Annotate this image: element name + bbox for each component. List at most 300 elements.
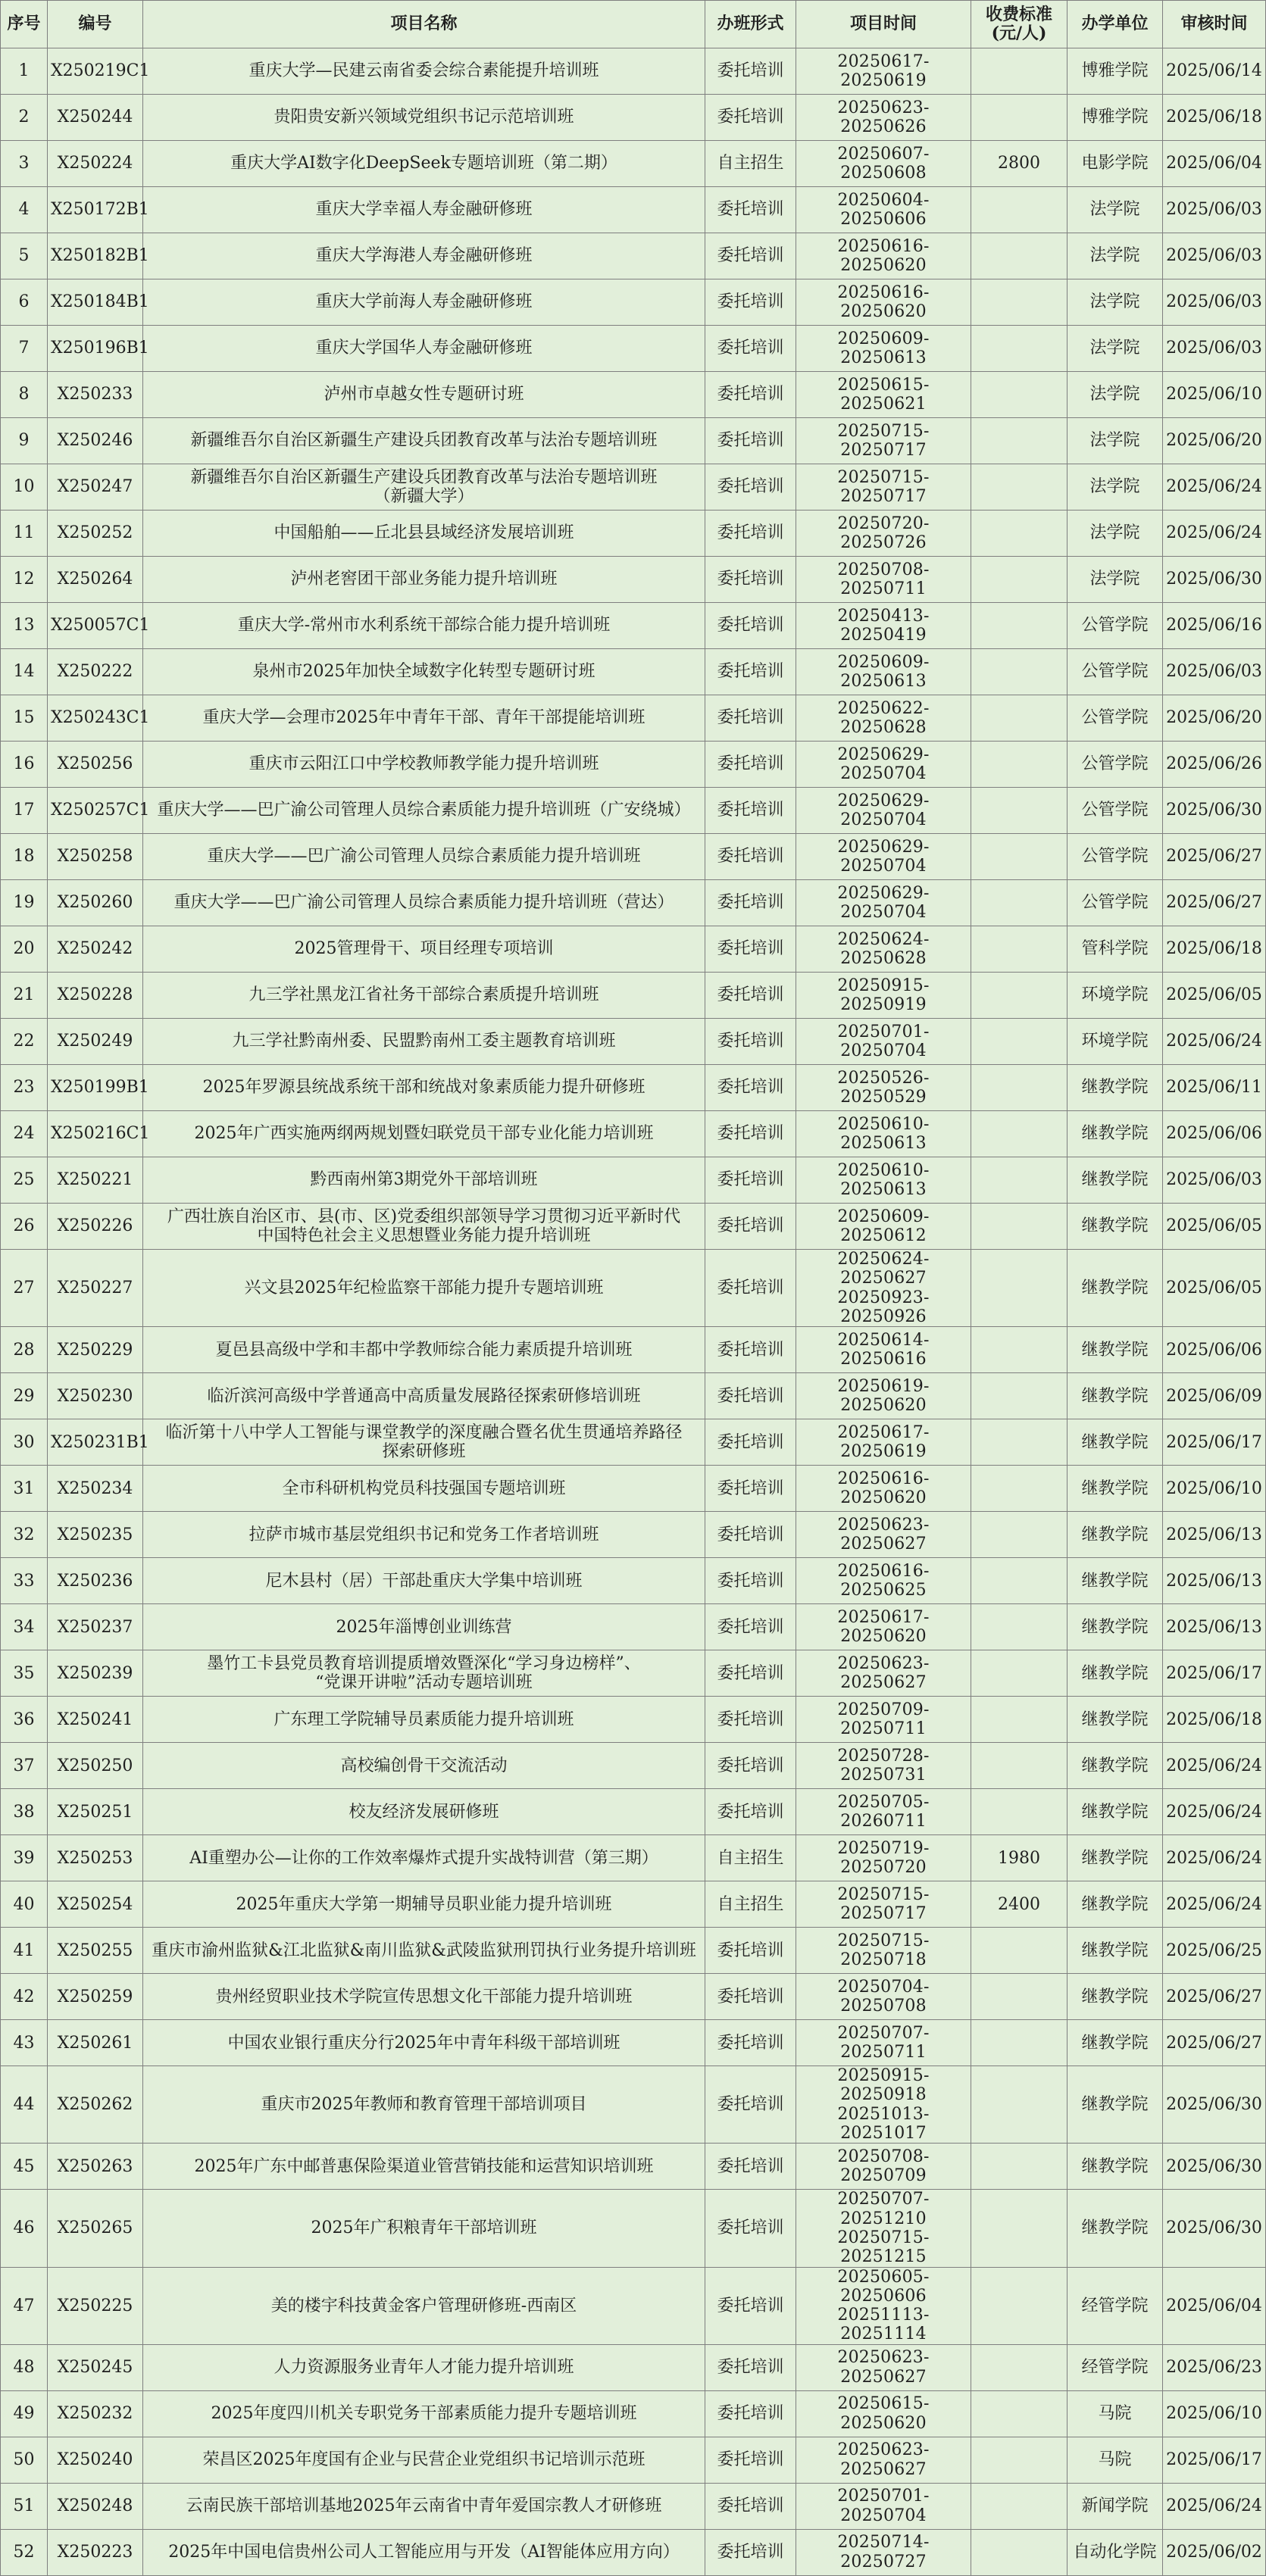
- header-mode: 办班形式: [705, 1, 796, 48]
- header-name: 项目名称: [143, 1, 705, 48]
- table-row: [1, 1697, 1266, 1743]
- cell-audit-date: 2025/06/30: [1163, 788, 1266, 834]
- table-row: [1, 2066, 1266, 2144]
- cell-project-name: 荣昌区2025年度国有企业与民营企业党组织书记培训示范班: [143, 2437, 705, 2483]
- cell-project-time: 20250715-20250717: [796, 464, 971, 511]
- cell-no: 47: [1, 2267, 48, 2344]
- table-row: [1, 557, 1266, 603]
- cell-audit-date: 2025/06/30: [1163, 2066, 1266, 2144]
- cell-fee: [971, 1019, 1068, 1065]
- cell-unit: 继教学院: [1068, 1327, 1163, 1373]
- cell-project-time: 20250623-20250627: [796, 1650, 971, 1697]
- cell-audit-date: 2025/06/13: [1163, 1558, 1266, 1604]
- cell-unit: 新闻学院: [1068, 2483, 1163, 2529]
- header-code: 编号: [48, 1, 143, 48]
- cell-project-time: 20250617-20250619: [796, 1419, 971, 1466]
- cell-code: X250261: [48, 2020, 143, 2066]
- cell-code: X250223: [48, 2529, 143, 2575]
- cell-audit-date: 2025/06/24: [1163, 1789, 1266, 1835]
- cell-unit: 继教学院: [1068, 1512, 1163, 1558]
- cell-mode: 委托培训: [705, 95, 796, 141]
- cell-project-name: 广东理工学院辅导员素质能力提升培训班: [143, 1697, 705, 1743]
- cell-project-time: 20250609-20250612: [796, 1204, 971, 1250]
- cell-fee: [971, 1157, 1068, 1204]
- cell-fee: [971, 2437, 1068, 2483]
- cell-mode: 委托培训: [705, 2066, 796, 2144]
- cell-project-time: 20250705-20260711: [796, 1789, 971, 1835]
- cell-project-name: 尼木县村（居）干部赴重庆大学集中培训班: [143, 1558, 705, 1604]
- cell-code: X250224: [48, 141, 143, 187]
- cell-code: X250256: [48, 742, 143, 788]
- cell-project-name: 美的楼宇科技黄金客户管理研修班-西南区: [143, 2267, 705, 2344]
- table-row: [1, 95, 1266, 141]
- cell-project-time: 20250609-20250613: [796, 326, 971, 372]
- cell-code: X250229: [48, 1327, 143, 1373]
- cell-no: 8: [1, 372, 48, 418]
- cell-audit-date: 2025/06/27: [1163, 1974, 1266, 2020]
- cell-audit-date: 2025/06/30: [1163, 2190, 1266, 2267]
- table-row: [1, 1789, 1266, 1835]
- cell-project-name: 重庆市云阳江口中学校教师教学能力提升培训班: [143, 742, 705, 788]
- cell-project-time: 20250701-20250704: [796, 1019, 971, 1065]
- cell-project-time: 20250707-20251210 20250715-20251215: [796, 2190, 971, 2267]
- cell-no: 9: [1, 418, 48, 464]
- table-row: [1, 2267, 1266, 2344]
- cell-project-name: 新疆维吾尔自治区新疆生产建设兵团教育改革与法治专题培训班: [143, 418, 705, 464]
- cell-no: 26: [1, 1204, 48, 1250]
- cell-no: 46: [1, 2190, 48, 2267]
- cell-project-time: 20250715-20250717: [796, 1881, 971, 1928]
- cell-fee: [971, 1327, 1068, 1373]
- cell-code: X250264: [48, 557, 143, 603]
- cell-unit: 继教学院: [1068, 1789, 1163, 1835]
- cell-mode: 委托培训: [705, 1974, 796, 2020]
- cell-no: 3: [1, 141, 48, 187]
- cell-code: X250263: [48, 2144, 143, 2190]
- table-row: [1, 1250, 1266, 1327]
- cell-mode: 委托培训: [705, 649, 796, 695]
- cell-unit: 管科学院: [1068, 926, 1163, 973]
- cell-fee: [971, 2066, 1068, 2144]
- cell-audit-date: 2025/06/20: [1163, 418, 1266, 464]
- cell-code: X250182B1: [48, 233, 143, 279]
- table-row: [1, 48, 1266, 95]
- cell-code: X250231B1: [48, 1419, 143, 1466]
- cell-fee: [971, 233, 1068, 279]
- cell-fee: [971, 834, 1068, 880]
- cell-no: 24: [1, 1111, 48, 1157]
- header-audit: 审核时间: [1163, 1, 1266, 48]
- cell-unit: 继教学院: [1068, 2190, 1163, 2267]
- cell-audit-date: 2025/06/03: [1163, 279, 1266, 326]
- cell-audit-date: 2025/06/20: [1163, 695, 1266, 742]
- cell-project-name: 重庆大学幸福人寿金融研修班: [143, 187, 705, 233]
- cell-no: 36: [1, 1697, 48, 1743]
- cell-project-time: 20250615-20250621: [796, 372, 971, 418]
- cell-project-name: 泸州老窖团干部业务能力提升培训班: [143, 557, 705, 603]
- cell-no: 28: [1, 1327, 48, 1373]
- cell-code: X250245: [48, 2344, 143, 2390]
- cell-project-name: 重庆大学前海人寿金融研修班: [143, 279, 705, 326]
- cell-unit: 公管学院: [1068, 649, 1163, 695]
- table-row: [1, 695, 1266, 742]
- cell-project-name: 2025年广积粮青年干部培训班: [143, 2190, 705, 2267]
- cell-project-name: 临沂第十八中学人工智能与课堂教学的深度融合暨名优生贯通培养路径 探索研修班: [143, 1419, 705, 1466]
- table-row: [1, 742, 1266, 788]
- cell-no: 32: [1, 1512, 48, 1558]
- cell-no: 11: [1, 511, 48, 557]
- cell-mode: 委托培训: [705, 326, 796, 372]
- cell-no: 29: [1, 1373, 48, 1419]
- cell-no: 20: [1, 926, 48, 973]
- cell-audit-date: 2025/06/30: [1163, 2144, 1266, 2190]
- cell-code: X250239: [48, 1650, 143, 1697]
- cell-unit: 公管学院: [1068, 788, 1163, 834]
- cell-audit-date: 2025/06/03: [1163, 187, 1266, 233]
- cell-no: 21: [1, 973, 48, 1019]
- cell-mode: 委托培训: [705, 48, 796, 95]
- cell-audit-date: 2025/06/04: [1163, 2267, 1266, 2344]
- cell-no: 41: [1, 1928, 48, 1974]
- table-row: [1, 1743, 1266, 1789]
- cell-project-name: 云南民族干部培训基地2025年云南省中青年爱国宗教人才研修班: [143, 2483, 705, 2529]
- cell-mode: 自主招生: [705, 141, 796, 187]
- cell-unit: 公管学院: [1068, 880, 1163, 926]
- cell-no: 37: [1, 1743, 48, 1789]
- header-no: 序号: [1, 1, 48, 48]
- cell-no: 31: [1, 1466, 48, 1512]
- cell-project-name: 中国船舶——丘北县县域经济发展培训班: [143, 511, 705, 557]
- cell-project-name: 夏邑县高级中学和丰都中学教师综合能力素质提升培训班: [143, 1327, 705, 1373]
- cell-mode: 委托培训: [705, 1204, 796, 1250]
- cell-mode: 委托培训: [705, 1019, 796, 1065]
- cell-fee: [971, 1650, 1068, 1697]
- table-row: [1, 603, 1266, 649]
- cell-project-name: AI重塑办公—让你的工作效率爆炸式提升实战特训营（第三期）: [143, 1835, 705, 1881]
- table-row: [1, 880, 1266, 926]
- cell-fee: [971, 418, 1068, 464]
- cell-fee: [971, 649, 1068, 695]
- cell-fee: 2400: [971, 1881, 1068, 1928]
- cell-code: X250259: [48, 1974, 143, 2020]
- cell-project-name: 广西壮族自治区市、县(市、区)党委组织部领导学习贯彻习近平新时代 中国特色社会主义思想暨业务能力提升培训班: [143, 1204, 705, 1250]
- cell-fee: [971, 2144, 1068, 2190]
- cell-mode: 委托培训: [705, 279, 796, 326]
- cell-mode: 委托培训: [705, 1327, 796, 1373]
- cell-mode: 委托培训: [705, 1604, 796, 1650]
- cell-code: X250242: [48, 926, 143, 973]
- cell-project-name: 中国农业银行重庆分行2025年中青年科级干部培训班: [143, 2020, 705, 2066]
- cell-project-name: 2025年中国电信贵州公司人工智能应用与开发（AI智能体应用方向）: [143, 2529, 705, 2575]
- table-row: [1, 1111, 1266, 1157]
- cell-project-name: 重庆大学——巴广渝公司管理人员综合素质能力提升培训班（广安绕城）: [143, 788, 705, 834]
- header-row: [1, 1, 1266, 48]
- cell-mode: 委托培训: [705, 973, 796, 1019]
- cell-unit: 法学院: [1068, 187, 1163, 233]
- cell-mode: 委托培训: [705, 1650, 796, 1697]
- table-row: [1, 1558, 1266, 1604]
- cell-code: X250249: [48, 1019, 143, 1065]
- cell-code: X250260: [48, 880, 143, 926]
- cell-no: 34: [1, 1604, 48, 1650]
- cell-mode: 委托培训: [705, 1789, 796, 1835]
- table-row: [1, 2390, 1266, 2437]
- cell-fee: [971, 2344, 1068, 2390]
- cell-code: X250196B1: [48, 326, 143, 372]
- cell-no: 6: [1, 279, 48, 326]
- cell-audit-date: 2025/06/17: [1163, 1419, 1266, 1466]
- table-row: [1, 649, 1266, 695]
- cell-mode: 委托培训: [705, 372, 796, 418]
- cell-mode: 委托培训: [705, 1157, 796, 1204]
- table-row: [1, 926, 1266, 973]
- cell-project-time: 20250607-20250608: [796, 141, 971, 187]
- cell-mode: 自主招生: [705, 1835, 796, 1881]
- cell-fee: [971, 1466, 1068, 1512]
- cell-fee: [971, 1111, 1068, 1157]
- cell-project-name: 新疆维吾尔自治区新疆生产建设兵团教育改革与法治专题培训班 （新疆大学）: [143, 464, 705, 511]
- cell-mode: 委托培训: [705, 187, 796, 233]
- cell-audit-date: 2025/06/16: [1163, 603, 1266, 649]
- cell-unit: 继教学院: [1068, 1835, 1163, 1881]
- cell-code: X250221: [48, 1157, 143, 1204]
- cell-audit-date: 2025/06/14: [1163, 48, 1266, 95]
- cell-audit-date: 2025/06/13: [1163, 1604, 1266, 1650]
- cell-project-time: 20250629-20250704: [796, 788, 971, 834]
- cell-unit: 继教学院: [1068, 1373, 1163, 1419]
- cell-audit-date: 2025/06/17: [1163, 1650, 1266, 1697]
- table-row: [1, 2190, 1266, 2267]
- table-row: [1, 326, 1266, 372]
- cell-mode: 委托培训: [705, 1743, 796, 1789]
- cell-project-name: 2025年重庆大学第一期辅导员职业能力提升培训班: [143, 1881, 705, 1928]
- cell-unit: 继教学院: [1068, 1974, 1163, 2020]
- table-row: [1, 2020, 1266, 2066]
- cell-project-time: 20250623-20250626: [796, 95, 971, 141]
- cell-project-time: 20250610-20250613: [796, 1157, 971, 1204]
- table-row: [1, 141, 1266, 187]
- cell-fee: [971, 1743, 1068, 1789]
- cell-code: X250236: [48, 1558, 143, 1604]
- table-row: [1, 1373, 1266, 1419]
- cell-fee: [971, 1065, 1068, 1111]
- cell-code: X250252: [48, 511, 143, 557]
- cell-code: X250250: [48, 1743, 143, 1789]
- cell-no: 18: [1, 834, 48, 880]
- cell-no: 14: [1, 649, 48, 695]
- cell-no: 38: [1, 1789, 48, 1835]
- cell-code: X250255: [48, 1928, 143, 1974]
- cell-unit: 法学院: [1068, 418, 1163, 464]
- table-row: [1, 233, 1266, 279]
- cell-no: 30: [1, 1419, 48, 1466]
- cell-audit-date: 2025/06/24: [1163, 1835, 1266, 1881]
- cell-mode: 委托培训: [705, 1512, 796, 1558]
- cell-code: X250233: [48, 372, 143, 418]
- cell-mode: 委托培训: [705, 418, 796, 464]
- cell-audit-date: 2025/06/26: [1163, 742, 1266, 788]
- cell-fee: [971, 973, 1068, 1019]
- cell-code: X250248: [48, 2483, 143, 2529]
- cell-project-name: 贵州经贸职业技术学院宣传思想文化干部能力提升培训班: [143, 1974, 705, 2020]
- cell-mode: 委托培训: [705, 1065, 796, 1111]
- cell-audit-date: 2025/06/24: [1163, 1881, 1266, 1928]
- cell-fee: [971, 695, 1068, 742]
- cell-audit-date: 2025/06/09: [1163, 1373, 1266, 1419]
- cell-project-time: 20250701-20250704: [796, 2483, 971, 2529]
- cell-mode: 委托培训: [705, 1373, 796, 1419]
- cell-code: X250057C1: [48, 603, 143, 649]
- cell-fee: [971, 511, 1068, 557]
- table-header: [1, 1, 1266, 48]
- table-row: [1, 1065, 1266, 1111]
- cell-unit: 公管学院: [1068, 695, 1163, 742]
- table-row: [1, 464, 1266, 511]
- cell-code: X250257C1: [48, 788, 143, 834]
- cell-project-time: 20250707-20250711: [796, 2020, 971, 2066]
- cell-fee: [971, 326, 1068, 372]
- cell-no: 27: [1, 1250, 48, 1327]
- cell-no: 19: [1, 880, 48, 926]
- table-row: [1, 2483, 1266, 2529]
- cell-project-time: 20250616-20250620: [796, 279, 971, 326]
- cell-code: X250262: [48, 2066, 143, 2144]
- cell-audit-date: 2025/06/23: [1163, 2344, 1266, 2390]
- cell-unit: 继教学院: [1068, 1881, 1163, 1928]
- cell-project-time: 20250720-20250726: [796, 511, 971, 557]
- cell-unit: 法学院: [1068, 372, 1163, 418]
- cell-project-name: 2025管理骨干、项目经理专项培训: [143, 926, 705, 973]
- cell-project-name: 2025年广西实施两纲两规划暨妇联党员干部专业化能力培训班: [143, 1111, 705, 1157]
- table-row: [1, 187, 1266, 233]
- table-row: [1, 1019, 1266, 1065]
- cell-project-name: 校友经济发展研修班: [143, 1789, 705, 1835]
- cell-code: X250243C1: [48, 695, 143, 742]
- cell-code: X250226: [48, 1204, 143, 1250]
- cell-project-time: 20250915-20250919: [796, 973, 971, 1019]
- cell-fee: [971, 48, 1068, 95]
- cell-code: X250184B1: [48, 279, 143, 326]
- cell-audit-date: 2025/06/24: [1163, 464, 1266, 511]
- cell-mode: 委托培训: [705, 2529, 796, 2575]
- cell-unit: 环境学院: [1068, 1019, 1163, 1065]
- cell-no: 2: [1, 95, 48, 141]
- cell-code: X250232: [48, 2390, 143, 2437]
- table-row: [1, 1881, 1266, 1928]
- cell-no: 7: [1, 326, 48, 372]
- cell-audit-date: 2025/06/06: [1163, 1111, 1266, 1157]
- cell-code: X250222: [48, 649, 143, 695]
- cell-project-time: 20250715-20250717: [796, 418, 971, 464]
- cell-audit-date: 2025/06/17: [1163, 2437, 1266, 2483]
- cell-code: X250199B1: [48, 1065, 143, 1111]
- cell-mode: 委托培训: [705, 788, 796, 834]
- cell-no: 40: [1, 1881, 48, 1928]
- cell-code: X250253: [48, 1835, 143, 1881]
- cell-code: X250237: [48, 1604, 143, 1650]
- table-row: [1, 1157, 1266, 1204]
- cell-fee: [971, 1928, 1068, 1974]
- cell-project-name: 黔西南州第3期党外干部培训班: [143, 1157, 705, 1204]
- cell-audit-date: 2025/06/30: [1163, 557, 1266, 603]
- cell-unit: 法学院: [1068, 233, 1163, 279]
- cell-project-name: 2025年广东中邮普惠保险渠道业管营销技能和运营知识培训班: [143, 2144, 705, 2190]
- cell-mode: 委托培训: [705, 2390, 796, 2437]
- cell-mode: 委托培训: [705, 511, 796, 557]
- cell-project-name: 重庆大学-常州市水利系统干部综合能力提升培训班: [143, 603, 705, 649]
- cell-project-time: 20250629-20250704: [796, 880, 971, 926]
- cell-project-time: 20250605-20250606 20251113-20251114: [796, 2267, 971, 2344]
- cell-project-time: 20250624-20250628: [796, 926, 971, 973]
- cell-unit: 法学院: [1068, 557, 1163, 603]
- cell-unit: 继教学院: [1068, 1697, 1163, 1743]
- table-row: [1, 2529, 1266, 2575]
- header-fee: 收费标准 (元/人): [971, 1, 1068, 48]
- cell-unit: 博雅学院: [1068, 48, 1163, 95]
- cell-mode: 委托培训: [705, 1111, 796, 1157]
- table-row: [1, 1466, 1266, 1512]
- cell-project-time: 20250617-20250620: [796, 1604, 971, 1650]
- cell-code: X250234: [48, 1466, 143, 1512]
- table-row: [1, 2344, 1266, 2390]
- cell-project-time: 20250704-20250708: [796, 1974, 971, 2020]
- cell-project-name: 重庆大学—会理市2025年中青年干部、青年干部提能培训班: [143, 695, 705, 742]
- cell-project-time: 20250604-20250606: [796, 187, 971, 233]
- cell-fee: [971, 372, 1068, 418]
- cell-project-name: 重庆市2025年教师和教育管理干部培训项目: [143, 2066, 705, 2144]
- cell-code: X250228: [48, 973, 143, 1019]
- cell-fee: [971, 2020, 1068, 2066]
- cell-project-time: 20250614-20250616: [796, 1327, 971, 1373]
- cell-no: 22: [1, 1019, 48, 1065]
- cell-fee: [971, 2390, 1068, 2437]
- cell-project-name: 拉萨市城市基层党组织书记和党务工作者培训班: [143, 1512, 705, 1558]
- cell-unit: 继教学院: [1068, 2020, 1163, 2066]
- header-time: 项目时间: [796, 1, 971, 48]
- cell-mode: 委托培训: [705, 464, 796, 511]
- cell-project-name: 重庆大学海港人寿金融研修班: [143, 233, 705, 279]
- cell-fee: [971, 880, 1068, 926]
- cell-mode: 委托培训: [705, 557, 796, 603]
- table-row: [1, 2144, 1266, 2190]
- cell-project-name: 贵阳贵安新兴领域党组织书记示范培训班: [143, 95, 705, 141]
- cell-project-time: 20250714-20250727: [796, 2529, 971, 2575]
- cell-unit: 马院: [1068, 2437, 1163, 2483]
- cell-unit: 继教学院: [1068, 2144, 1163, 2190]
- cell-mode: 委托培训: [705, 926, 796, 973]
- cell-no: 45: [1, 2144, 48, 2190]
- cell-unit: 继教学院: [1068, 1466, 1163, 1512]
- cell-audit-date: 2025/06/06: [1163, 1327, 1266, 1373]
- cell-unit: 继教学院: [1068, 1604, 1163, 1650]
- cell-code: X250216C1: [48, 1111, 143, 1157]
- cell-unit: 继教学院: [1068, 1157, 1163, 1204]
- cell-project-name: 重庆大学——巴广渝公司管理人员综合素质能力提升培训班（营达）: [143, 880, 705, 926]
- cell-fee: [971, 1789, 1068, 1835]
- cell-mode: 委托培训: [705, 2483, 796, 2529]
- cell-project-time: 20250622-20250628: [796, 695, 971, 742]
- cell-audit-date: 2025/06/24: [1163, 1019, 1266, 1065]
- cell-code: X250227: [48, 1250, 143, 1327]
- cell-project-time: 20250526-20250529: [796, 1065, 971, 1111]
- cell-no: 10: [1, 464, 48, 511]
- cell-mode: 委托培训: [705, 2344, 796, 2390]
- cell-project-name: 全市科研机构党员科技强国专题培训班: [143, 1466, 705, 1512]
- table-body: [1, 48, 1266, 2576]
- cell-project-name: 重庆大学AI数字化DeepSeek专题培训班（第二期）: [143, 141, 705, 187]
- cell-fee: [971, 2267, 1068, 2344]
- cell-mode: 委托培训: [705, 1697, 796, 1743]
